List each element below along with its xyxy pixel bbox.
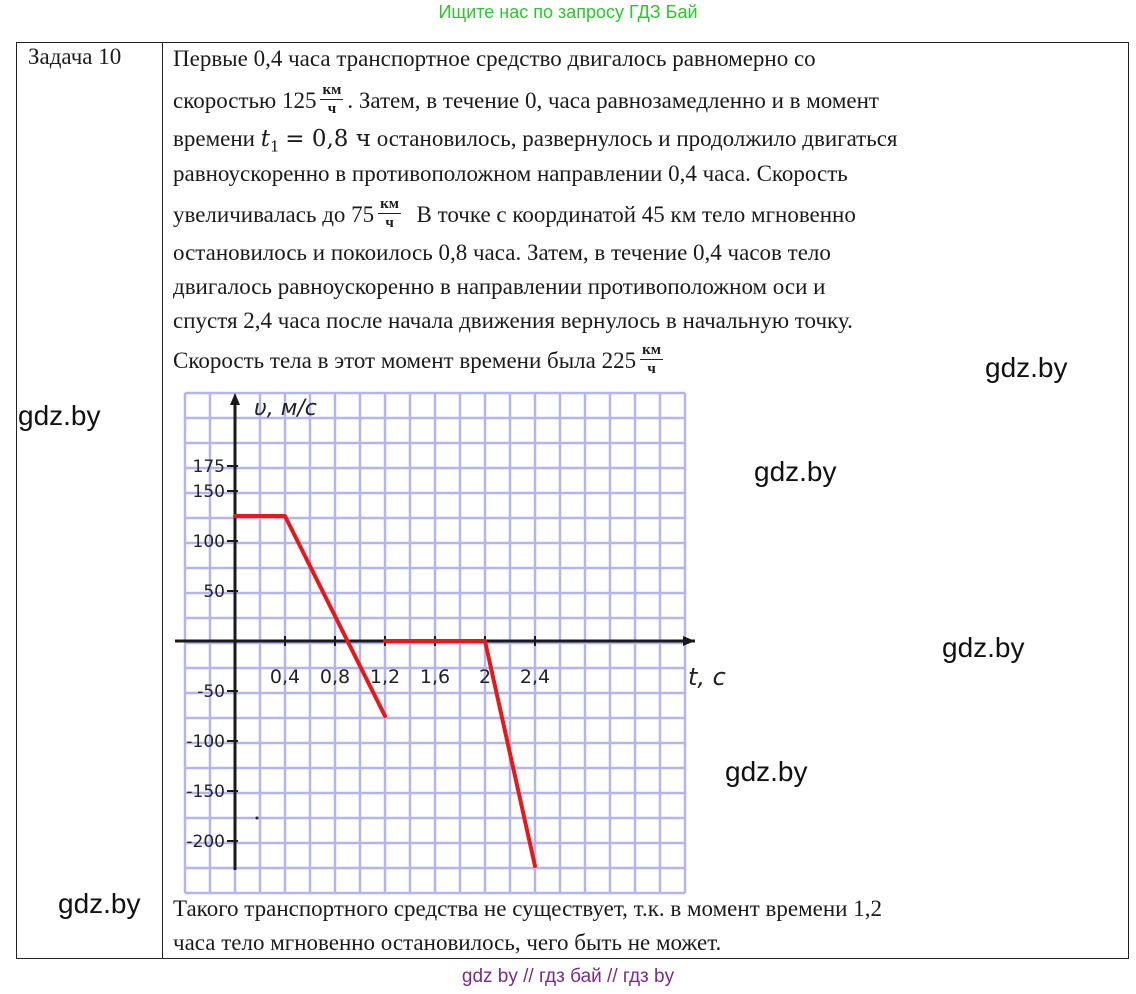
time-value: = 0,8 ч (285, 126, 371, 152)
x-tick-label: 1,6 (419, 666, 451, 688)
y-tick-label: -100 (186, 732, 225, 752)
watermark: gdz.by (985, 352, 1068, 383)
unit-fraction: $\frac{км}{ч}$ (380, 196, 400, 231)
watermark: gdz.by (18, 400, 101, 431)
unit-fraction: $\frac{км}{ч}$ (322, 82, 342, 117)
x-tick-label: 2,4 (519, 666, 551, 688)
time-variable: $t_1$ (260, 126, 280, 156)
problem-line-5: увеличивалась до 75 $\frac{км}{ч}$ В точке с координатой 45 км тело мгновенно (173, 196, 856, 231)
watermark: gdz.by (942, 632, 1025, 663)
y-tick-label: -200 (186, 832, 225, 852)
problem-line-2 (173, 84, 879, 121)
y-tick-label: -150 (186, 782, 225, 802)
problem-line-1: Первые 0,4 часа транспортное средство двигалось равномерно со (173, 46, 816, 71)
y-tick-label: 50 (203, 582, 225, 602)
stray-dot (256, 817, 259, 820)
footer-links[interactable]: gdz by // гдз бай // гдз by (461, 966, 675, 987)
x-tick-label: 2 (478, 666, 492, 688)
top-banner[interactable]: Ищите нас по запросу ГДЗ Бай (438, 2, 698, 22)
problem-line-7: двигалось равноускоренно в направлении противоположном оси и (173, 274, 826, 299)
unit-fraction: $\frac{км}{ч}$ (642, 342, 661, 377)
x-tick-label: 0,8 (319, 666, 351, 688)
problem-line-8: спустя 2,4 часа после начала движения вернулось в начальную точку. (173, 308, 853, 333)
line-2-rest: . Затем, в течение 0, часа равнозамедленно и в момент (347, 87, 879, 113)
y-tick-label: 100 (192, 532, 225, 552)
conclusion-line-2: часа тело мгновенно остановилось, чего быть не может. (173, 930, 722, 955)
x-axis-arrow (683, 636, 695, 646)
y-axis-arrow (230, 393, 240, 405)
problem-line-4: равноускоренно в противоположном направлении 0,4 часа. Скорость (173, 161, 848, 186)
x-tick-label: 0,4 (269, 666, 301, 688)
x-axis-label: t, с (688, 663, 726, 691)
watermark: gdz.by (725, 756, 808, 787)
velocity-graph (170, 385, 726, 895)
task-label: Задача 10 (28, 44, 122, 69)
speed-text: скоростью 125 (173, 87, 317, 113)
watermark: gdz.by (58, 888, 141, 919)
problem-line-6: остановилось и покоилось 0,8 часа. Затем, в течение 0,4 часов тело (173, 240, 831, 265)
y-tick-label: 150 (192, 482, 225, 502)
y-tick-label: 175 (192, 457, 225, 477)
conclusion-line-1: Такого транспортного средства не существует, т.к. в момент времени 1,2 (173, 896, 882, 921)
y-tick-label: -50 (197, 682, 225, 702)
watermark: gdz.by (754, 456, 837, 487)
y-axis-label: υ, м/с (254, 396, 317, 421)
problem-line-3: времени $t_1 = 0,8$ ч остановилось, развернулось и продолжило двигаться (173, 126, 898, 156)
x-tick-label: 1,2 (369, 666, 401, 688)
table-divider (162, 42, 163, 959)
problem-line-9: Скорость тела в этот момент времени была 225 $\frac{км}{ч}$ (173, 342, 661, 377)
